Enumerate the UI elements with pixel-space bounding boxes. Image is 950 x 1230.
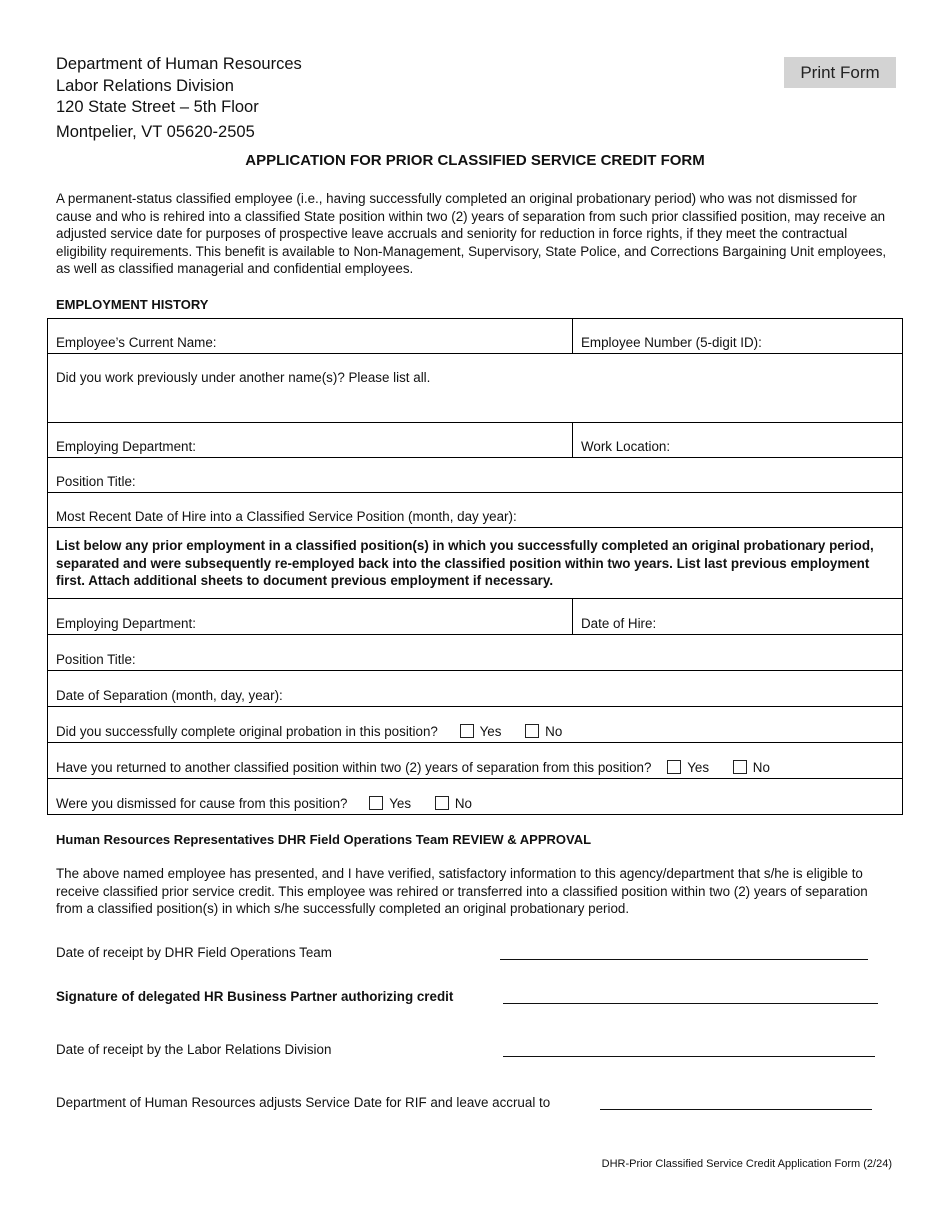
employing-department-field[interactable]: Employing Department: [48,423,573,458]
approval-statement: The above named employee has presented, and I have verified, satisfactory information to this agency/department that s/he is eligible to receive classified prior service credit. This employee was rehired or transferred into a classified position within two (2) years of separation from a classified position(s) in which s/he successfully completed an original probationary period. [56,866,868,916]
yes-label: Yes [389,796,412,811]
employee-number-field[interactable]: Employee Number (5-digit ID): [573,319,903,354]
current-name-field[interactable]: Employee’s Current Name: [48,319,573,354]
address-line: 120 State Street – 5th Floor [56,98,259,116]
form-footer-id: DHR-Prior Classified Service Credit Application Form (2/24) [601,1158,892,1170]
employment-history-heading: EMPLOYMENT HISTORY [56,297,209,312]
review-approval-heading: Human Resources Representatives DHR Field Operations Team REVIEW & APPROVAL [56,832,592,847]
adjusts-service-label: Department of Human Resources adjusts Service Date for RIF and leave accrual to [56,1095,551,1110]
dismissed-no-checkbox[interactable] [435,796,449,810]
dismissed-question: Were you dismissed for cause from this position? [56,796,348,811]
position-title-field[interactable]: Position Title: [48,458,903,493]
employment-history-table [47,318,903,815]
work-location-field[interactable]: Work Location: [573,423,903,458]
recent-hire-date-field[interactable]: Most Recent Date of Hire into a Classified Service Position (month, day year): [48,493,903,528]
address-line: Labor Relations Division [56,76,234,95]
no-label: No [454,796,472,811]
yes-label: Yes [687,760,710,775]
receipt-field-ops-line[interactable] [500,959,868,960]
address-line: Department of Human Resources [56,55,302,73]
print-form-button[interactable]: Print Form [784,57,896,88]
date-of-separation-field[interactable]: Date of Separation (month, day, year): [48,671,903,707]
agency-address [56,54,302,143]
adjusts-service-line[interactable] [600,1109,872,1110]
probation-yes-checkbox[interactable] [460,724,474,738]
hr-signature-label: Signature of delegated HR Business Partner authorizing credit [56,989,454,1004]
prior-position-title-field[interactable]: Position Title: [48,635,903,671]
hr-signature-line[interactable] [503,1003,878,1004]
probation-no-checkbox[interactable] [525,724,539,738]
no-label: No [752,760,770,775]
address-line: Montpelier, VT 05620-2505 [56,122,255,141]
yes-label: Yes [479,724,502,739]
returned-no-checkbox[interactable] [733,760,747,774]
date-of-hire-field[interactable]: Date of Hire: [573,599,903,635]
returned-yes-checkbox[interactable] [667,760,681,774]
intro-paragraph: A permanent-status classified employee (i.e., having successfully completed an original probationary period) who was not dismissed for cause and who is rehired into a classified State position within two (2) years of separation from such prior classified position, may receive an adjusted service date for purposes of prospective leave accruals and seniority for reduction in force rights, if they meet the contractual eligibility requirements. This benefit is available to Non-Management, Supervisory, State Police, and Corrections Bargaining Unit employees, as well as classified managerial and confidential employees. [56,191,887,276]
probation-question: Did you successfully complete original probation in this position? [56,724,438,739]
probation-question-row [48,707,903,743]
returned-question-row [48,743,903,779]
form-title: APPLICATION FOR PRIOR CLASSIFIED SERVICE CREDIT FORM [245,152,705,169]
dismissed-yes-checkbox[interactable] [369,796,383,810]
receipt-labor-label: Date of receipt by the Labor Relations Division [56,1042,332,1057]
dismissed-question-row [48,779,903,815]
prior-employment-instructions: List below any prior employment in a classified position(s) in which you successfully completed an original probationary period, separated and were subsequently re-employed back into the classified position within two years. List last previous employment first. Attach additional sheets to document previous employment if necessary. [48,528,903,599]
other-names-field[interactable]: Did you work previously under another name(s)? Please list all. [48,354,903,423]
no-label: No [545,724,563,739]
receipt-labor-line[interactable] [503,1056,875,1057]
prior-employing-department-field[interactable]: Employing Department: [48,599,573,635]
receipt-field-ops-label: Date of receipt by DHR Field Operations Team [56,945,332,960]
returned-question: Have you returned to another classified position within two (2) years of separation from this position? [56,760,652,775]
